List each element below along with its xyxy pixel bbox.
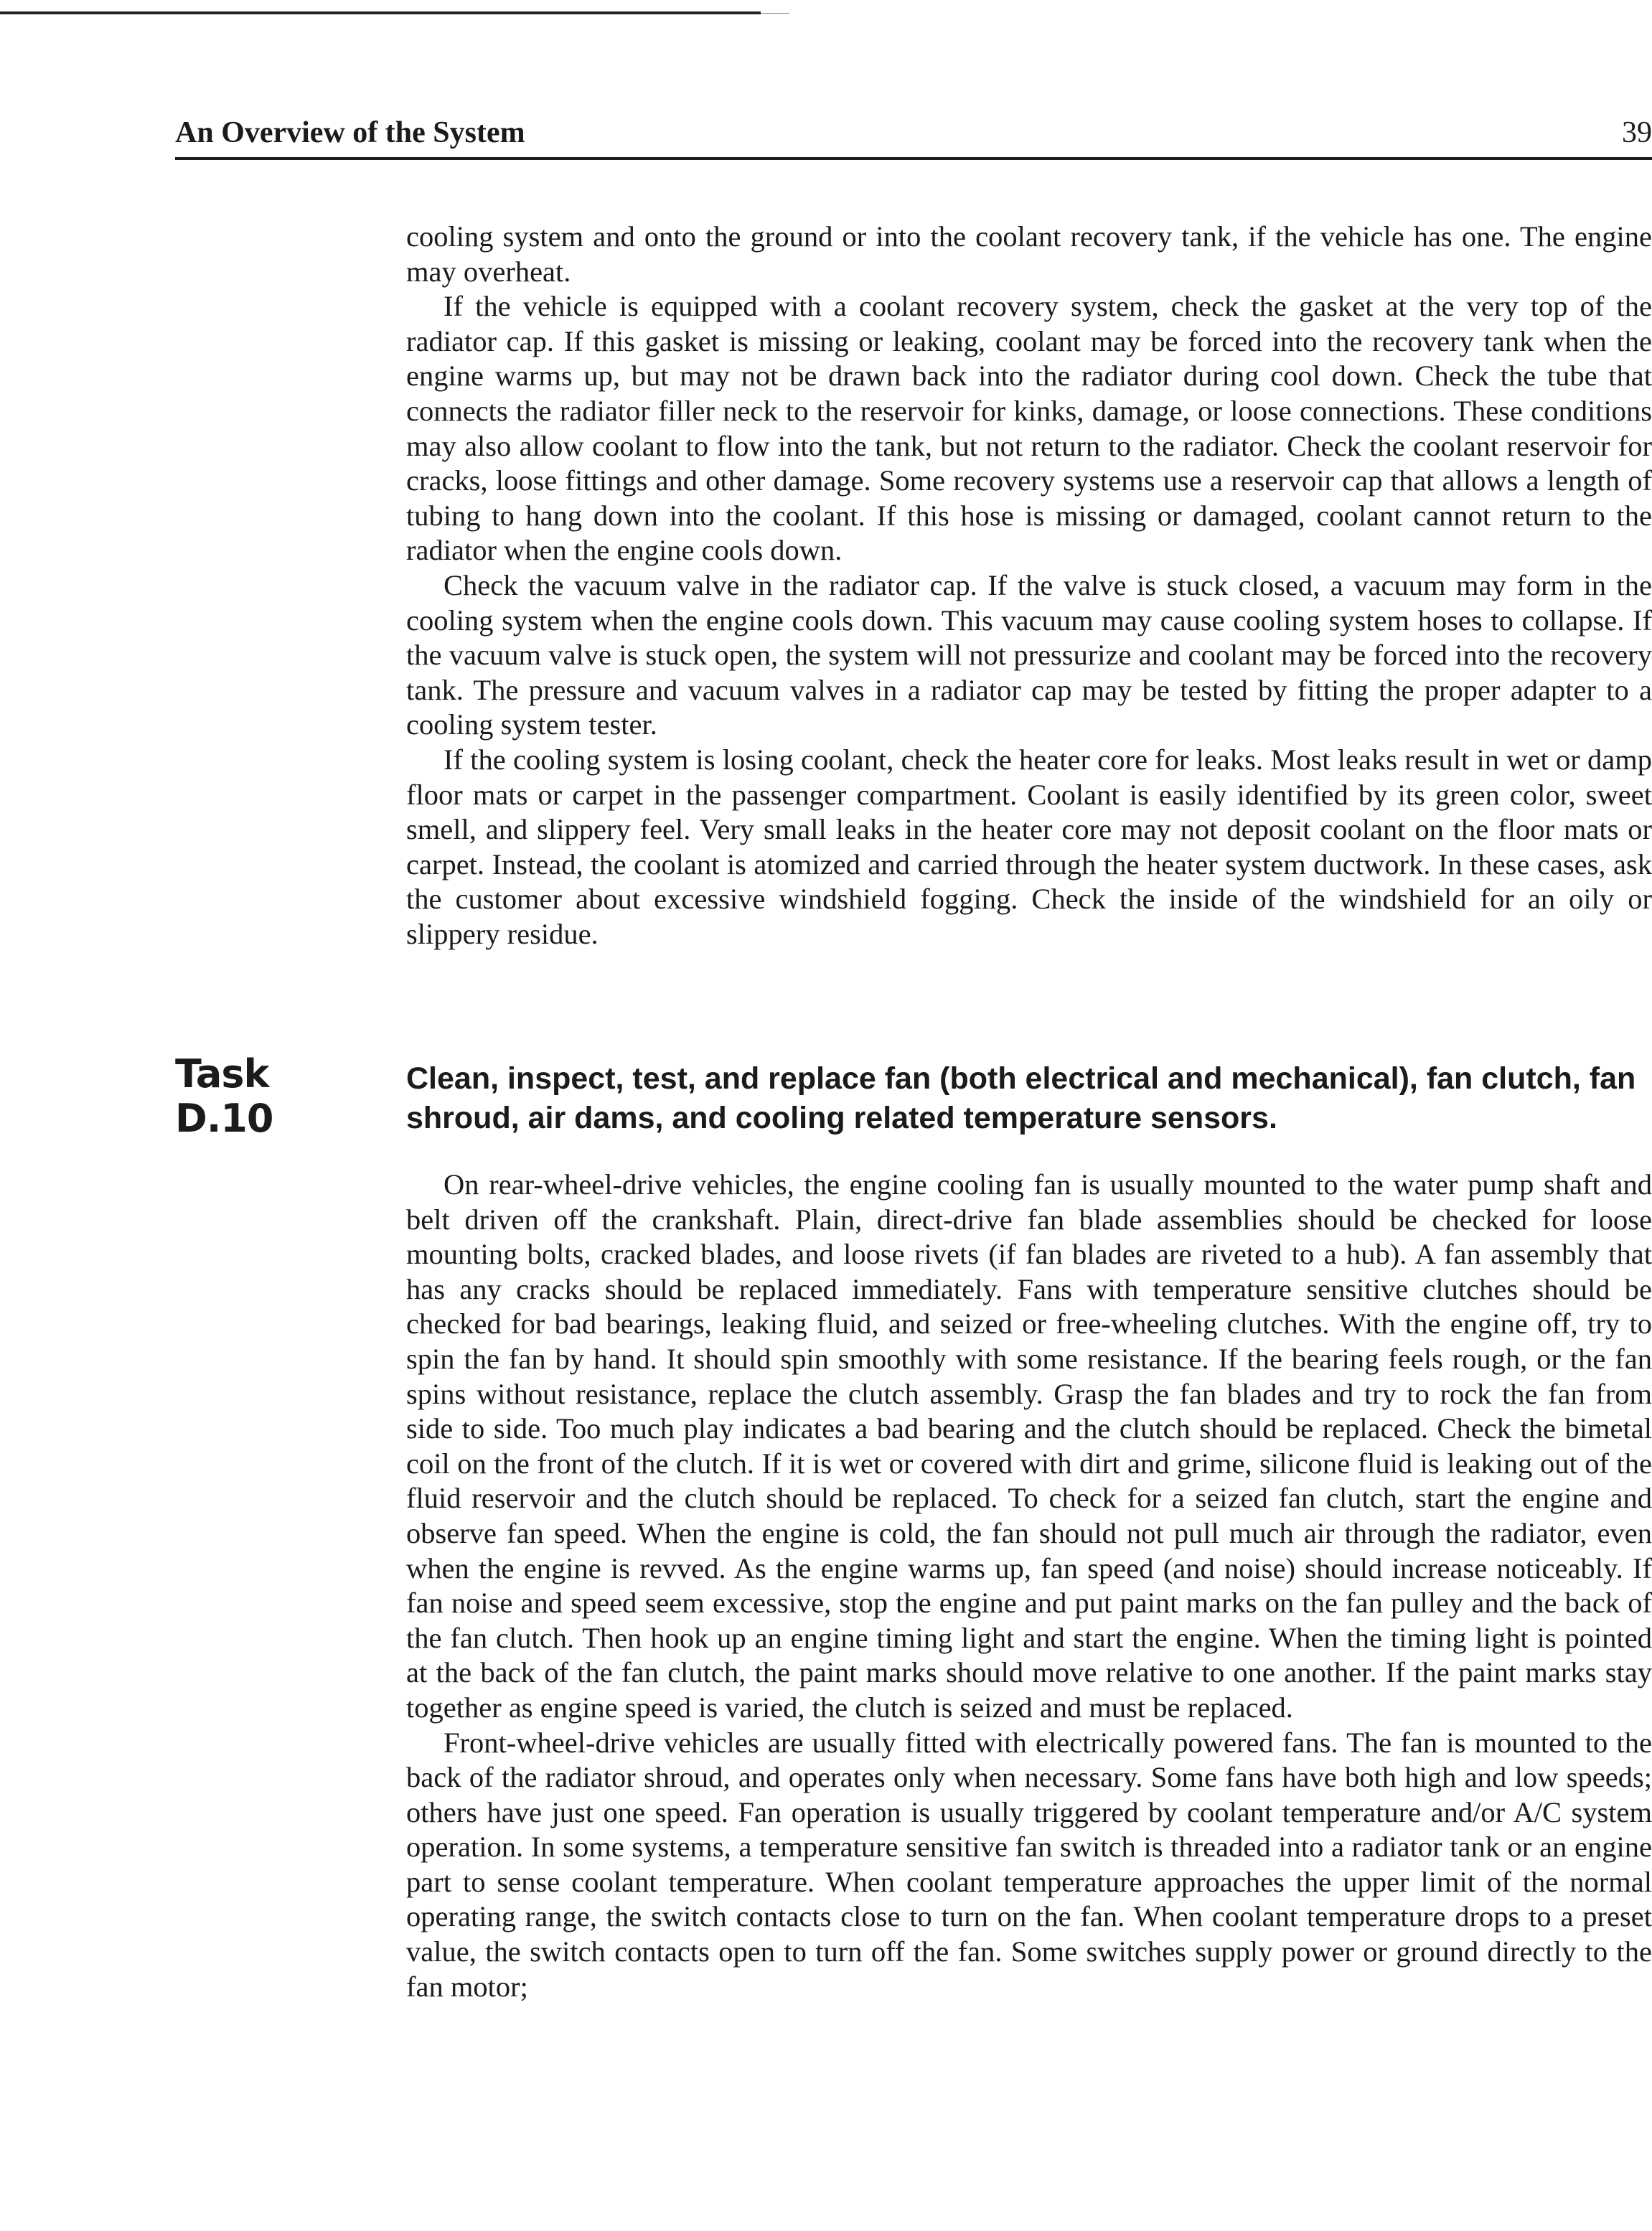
task-heading: Clean, inspect, test, and replace fan (both electrical and mechanical), fan clutch, fan shroud, air dams, and cooling related temperature sensors. [406,1061,1636,1135]
top-edge-rule-tail [761,13,789,14]
task-label [175,1052,273,1141]
running-head-title: An Overview of the System [175,116,525,149]
running-head-rule [175,157,1652,160]
paragraph: Check the vacuum valve in the radiator cap. If the valve is stuck closed, a vacuum may form in the cooling system when the engine cools down. This vacuum may cause cooling system hoses to collapse. If the vacuum valve is stuck open, the system will not pressurize and coolant may be forced into the recovery tank. The pressure and vacuum valves in a radiator cap may be tested by fitting the proper adapter to a cooling system tester. [406,568,1652,741]
body-text-section-1 [406,220,1652,952]
task-label-number: D.10 [175,1096,273,1141]
paragraph: cooling system and onto the ground or into the coolant recovery tank, if the vehicle has one. The engine may overheat. [406,220,1652,288]
paragraph: Front-wheel-drive vehicles are usually fitted with electrically powered fans. The fan is mounted to the back of the radiator shroud, and operates only when necessary. Some fans have both high and low speeds; others have just one speed. Fan operation is usually triggered by coolant temperature and/or A/C system operation. In some systems, a temperature sensitive fan switch is threaded into a radiator tank or an engine part to sense coolant temperature. When coolant temperature approaches the upper limit of the normal operating range, the switch contacts close to turn on the fan. When coolant temperature drops to a preset value, the switch contacts open to turn off the fan. Some switches supply power or ground directly to the fan motor; [406,1726,1652,2003]
task-label-word: Task [175,1051,269,1096]
top-edge-rule [0,11,761,14]
paragraph: If the cooling system is losing coolant, check the heater core for leaks. Most leaks result in wet or damp floor mats or carpet in the passenger compartment. Coolant is easily identified by its green color, sweet smell, and slippery feel. Very small leaks in the heater core may not deposit coolant on the floor mats or carpet. Instead, the coolant is atomized and carried through the heater system ductwork. In these cases, ask the customer about excessive windshield fogging. Check the inside of the windshield for an oily or slippery residue. [406,743,1652,950]
paragraph: On rear-wheel-drive vehicles, the engine cooling fan is usually mounted to the water pump shaft and belt driven off the crankshaft. Plain, direct-drive fan blade assemblies should be checked for loose mounting bolts, cracked blades, and loose rivets (if fan blades are riveted to a hub). A fan assembly that has any cracks should be replaced immediately. Fans with temperature sensitive clutches should be checked for bad bearings, leaking fluid, and seized or free-wheeling clutches. With the engine off, try to spin the fan by hand. It should spin smoothly with some resistance. If the bearing feels rough, or the fan spins without resistance, replace the clutch assembly. Grasp the fan blades and try to rock the fan from side to side. Too much play indicates a bad bearing and the clutch should be replaced. Check the bimetal coil on the front of the clutch. If it is wet or covered with dirt and grime, silicone fluid is leaking out of the fluid reservoir and the clutch should be replaced. To check for a seized fan clutch, start the engine and observe fan speed. When the engine is cold, the fan should not pull much air through the radiator, even when the engine is revved. As the engine warms up, fan speed (and noise) should increase noticeably. If fan noise and speed seem excessive, stop the engine and put paint marks on the fan pulley and the back of the fan clutch. Then hook up an engine timing light and start the engine. When the timing light is pointed at the back of the fan clutch, the paint marks should move relative to one another. If the paint marks stay together as engine speed is varied, the clutch is seized and must be replaced. [406,1168,1652,1724]
paragraph: If the vehicle is equipped with a coolant recovery system, check the gasket at the very top of the radiator cap. If this gasket is missing or leaking, coolant may be forced into the recovery tank when the engine warms up, but may not be drawn back into the radiator during cool down. Check the tube that connects the radiator filler neck to the reservoir for kinks, damage, or loose connections. These conditions may also allow coolant to flow into the tank, but not return to the radiator. Check the coolant reservoir for cracks, loose fittings and other damage. Some recovery systems use a reservoir cap that allows a length of tubing to hang down into the coolant. If this hose is missing or damaged, coolant cannot return to the radiator when the engine cools down. [406,290,1652,567]
body-text-section-2 [406,1168,1652,2004]
running-head [175,115,1652,158]
page-number: 39 [1622,116,1652,149]
